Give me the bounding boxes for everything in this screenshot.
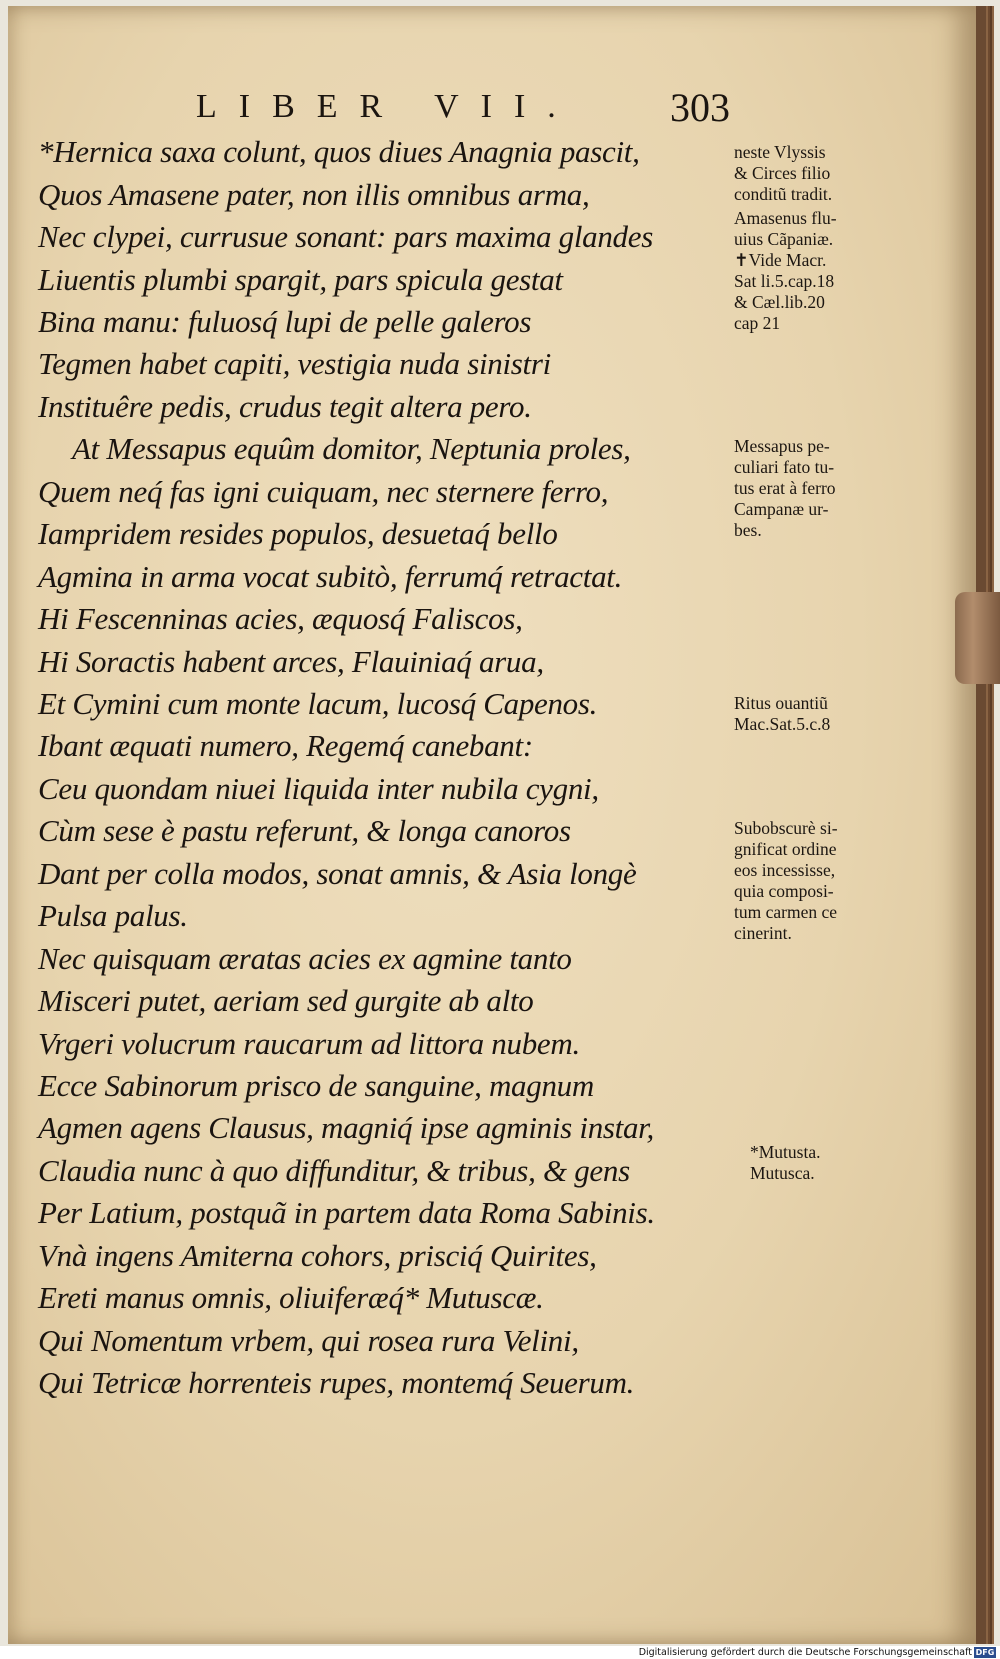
note-line: eos incessisse,: [734, 860, 836, 880]
verse-line: Agmen agens Clausus, magniq́ ipse agminis instar,: [38, 1110, 654, 1145]
verse-line: Qui Tetricæ horrenteis rupes, montemq́ Seuerum.: [38, 1365, 635, 1400]
running-title: LIBER VII.: [196, 88, 578, 125]
verse-line: Tegmen habet capiti, vestigia nuda sinistri: [38, 346, 551, 381]
note-line: *Mutusta.: [750, 1142, 821, 1162]
marginal-note: [734, 436, 836, 541]
verse-line: Hi Fescenninas acies, æquosq́ Faliscos,: [38, 601, 523, 636]
note-line: cinerint.: [734, 923, 792, 943]
verse-line: *Hernica saxa colunt, quos diues Anagnia pascit,: [38, 134, 640, 169]
note-line: culiari fato tu-: [734, 457, 835, 477]
note-line: Mac.Sat.5.c.8: [734, 714, 831, 734]
verse-line: Ceu quondam niuei liquida inter nubila cygni,: [38, 771, 599, 806]
verse-line: Quem neq́ fas igni cuiquam, nec sternere ferro,: [38, 474, 609, 509]
page-leaf: [8, 6, 986, 1644]
verse-line: Nec quisquam æratas acies ex agmine tanto: [38, 941, 572, 976]
note-line: Mutusca.: [750, 1163, 815, 1183]
note-line: neste Vlyssis: [734, 142, 826, 162]
verse-line: Agmina in arma vocat subitò, ferrumq́ retractat.: [38, 559, 623, 594]
note-line: Campanæ ur-: [734, 499, 829, 519]
dfg-logo: DFG: [975, 1648, 995, 1657]
verse-line: Ecce Sabinorum prisco de sanguine, magnum: [38, 1068, 594, 1103]
note-line: ✝Vide Macr.: [734, 250, 827, 270]
verse-line: Ibant æquati numero, Regemq́ canebant:: [38, 728, 533, 763]
verse-line: At Messapus equûm domitor, Neptunia proles,: [72, 431, 631, 466]
digitization-footer: [0, 1646, 1000, 1659]
verse-line: Liuentis plumbi spargit, pars spicula gestat: [38, 262, 563, 297]
note-line: & Circes filio: [734, 163, 831, 183]
page-number: 303: [670, 85, 730, 130]
page-header: [8, 85, 976, 130]
verse-line: Iampridem resides populos, desuetaq́ bello: [38, 516, 558, 551]
note-line: Sat li.5.cap.18: [734, 271, 835, 291]
verse-line: Hi Soractis habent arces, Flauiniaq́ arua,: [38, 644, 544, 679]
marginal-note: [750, 1142, 821, 1184]
verse-line: Et Cymini cum monte lacum, lucosq́ Capenos.: [38, 686, 598, 721]
marginal-note: [734, 208, 837, 334]
verse-line: Instituêre pedis, crudus tegit altera pero.: [38, 389, 532, 424]
verse-line: Claudia nunc à quo diffunditur, & tribus, & gens: [38, 1153, 630, 1188]
marginal-note: [734, 142, 832, 205]
verse-line: Quos Amasene pater, non illis omnibus arma,: [38, 177, 590, 212]
verse-line: Nec clypei, currusue sonant: pars maxima glandes: [38, 219, 653, 254]
verse-line: Vnà ingens Amiterna cohors, prisciq́ Quirites,: [38, 1238, 597, 1273]
funding-credit: Digitalisierung gefördert durch die Deutsche Forschungsgemeinschaft: [638, 1647, 972, 1658]
note-line: gnificat ordine: [734, 839, 837, 859]
verse-line: Misceri putet, aeriam sed gurgite ab alto: [38, 983, 534, 1018]
verse-line: Pulsa palus.: [38, 898, 188, 933]
verse-line: Dant per colla modos, sonat amnis, & Asia longè: [38, 856, 637, 891]
marginal-note: [734, 693, 830, 735]
note-line: conditũ tradit.: [734, 184, 833, 204]
note-line: Subobscurè si-: [734, 818, 838, 838]
note-line: & Cæl.lib.20: [734, 292, 825, 312]
note-line: tus erat à ferro: [734, 478, 836, 498]
verse-line: Vrgeri volucrum raucarum ad littora nubem.: [38, 1026, 580, 1061]
verse-line: Per Latium, postquã in partem data Roma Sabinis.: [38, 1195, 655, 1230]
note-line: uius Cãpaniæ.: [734, 229, 834, 249]
note-line: cap 21: [734, 313, 781, 333]
verse-line: Bina manu: fuluosq́ lupi de pelle galeros: [38, 304, 532, 339]
bookmark-tab: [955, 592, 1000, 684]
note-line: quia composi-: [734, 881, 834, 901]
verse-line: Qui Nomentum vrbem, qui rosea rura Velini,: [38, 1323, 579, 1358]
marginal-note: [734, 818, 838, 944]
note-line: Messapus pe-: [734, 436, 830, 456]
note-line: Ritus ouantiũ: [734, 693, 828, 713]
verse-line: Cùm sese è pastu referunt, & longa canoros: [38, 813, 571, 848]
note-line: Amasenus flu-: [734, 208, 837, 228]
verse-line: Ereti manus omnis, oliuiferæq́* Mutuscæ.: [38, 1280, 544, 1315]
note-line: bes.: [734, 520, 762, 540]
note-line: tum carmen ce: [734, 902, 838, 922]
